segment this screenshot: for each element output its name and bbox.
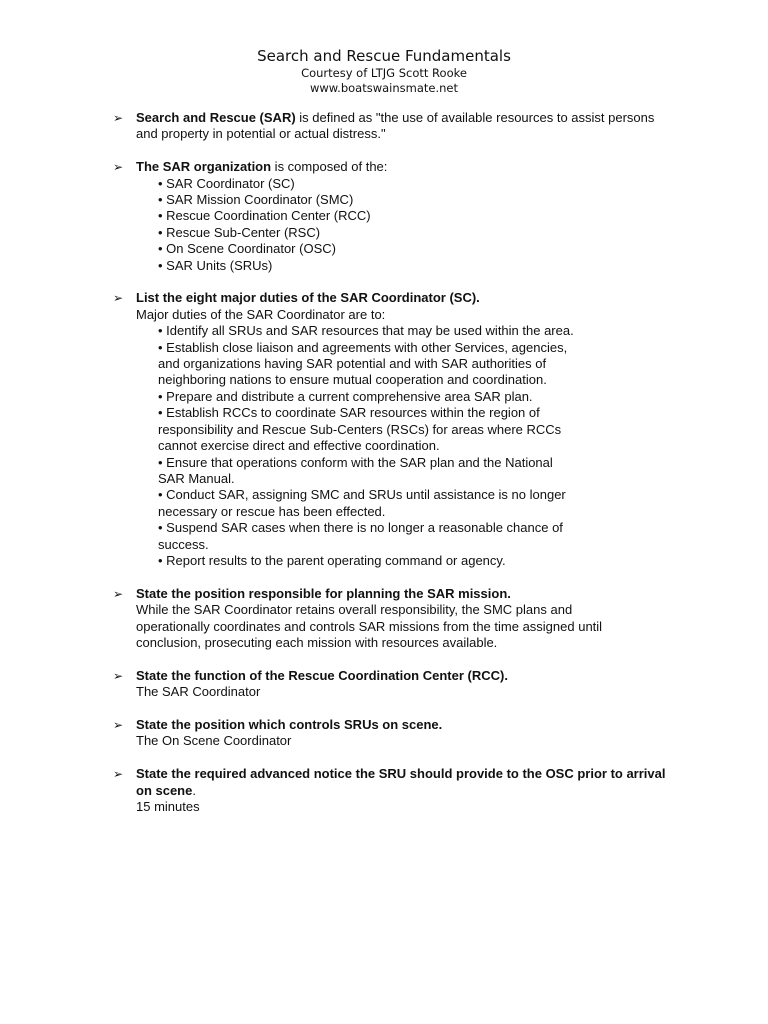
sub-list [136, 323, 578, 569]
answer-text: 15 minutes [136, 798, 200, 814]
list-item [113, 717, 673, 750]
answer-text: The SAR Coordinator [136, 684, 261, 700]
answer-text: While the SAR Coordinator retains overall responsibility, the SMC plans and operationally coordinates and controls SAR missions from the time assigned until conclusion, prosecuting each mission with resources available. [136, 602, 603, 650]
sub-list-item: • SAR Units (SRUs) [158, 257, 273, 273]
item-text: is composed of the: [271, 159, 388, 175]
sub-list-item: • Rescue Coordination Center (RCC) [158, 208, 371, 224]
arrow-bullet-icon: ➢ [113, 717, 124, 732]
arrow-bullet-icon: ➢ [113, 111, 124, 125]
question-text: State the required advanced notice the SRU should provide to the OSC prior to arrival on scene [136, 766, 666, 798]
sub-list-item: • Conduct SAR, assigning SMC and SRUs until assistance is no longer necessary or rescue has been effected. [158, 487, 566, 519]
sub-list-item: • Identify all SRUs and SAR resources that may be used within the area. [158, 323, 574, 339]
list-item [113, 110, 673, 143]
sub-list-item: • On Scene Coordinator (OSC) [158, 241, 336, 257]
sub-list-item: • SAR Mission Coordinator (SMC) [158, 192, 354, 208]
arrow-bullet-icon: ➢ [113, 160, 124, 175]
item-text: . [192, 782, 196, 798]
sub-list-item: • Establish RCCs to coordinate SAR resources within the region of responsibility and Rescue Sub-Centers (RSCs) for areas where RCCs cannot exercise direct and effective coordination. [158, 405, 562, 454]
sub-list-item: • Suspend SAR cases when there is no longer a reasonable chance of success. [158, 520, 563, 552]
document-body [113, 110, 673, 815]
question-text: List the eight major duties of the SAR Coordinator (SC). [136, 290, 480, 306]
question-text: State the position responsible for planning the SAR mission. [136, 585, 511, 601]
list-item [113, 586, 673, 652]
arrow-bullet-icon: ➢ [113, 586, 124, 601]
list-item [113, 668, 673, 701]
item-text: is defined as "the use of available resources to assist persons and property in potential or actual distress." [136, 110, 655, 142]
sub-list-item: • Rescue Sub-Center (RSC) [158, 224, 321, 240]
answer-text: Major duties of the SAR Coordinator are to: [136, 306, 386, 322]
sub-list-item: • Report results to the parent operating command or agency. [158, 552, 506, 568]
sub-list-item: • Establish close liaison and agreements with other Services, agencies, and organizations having SAR potential and with SAR authorities of neighboring nations to ensure mutual cooperation and coordination. [158, 339, 568, 388]
sub-list-item: • SAR Coordinator (SC) [158, 175, 295, 191]
arrow-bullet-icon: ➢ [113, 668, 124, 683]
list-item [113, 159, 673, 274]
website-line: www.boatswainsmate.net [310, 81, 458, 95]
question-text: State the position which controls SRUs on scene. [136, 716, 443, 732]
list-item [113, 766, 673, 815]
sub-list-item: • Prepare and distribute a current comprehensive area SAR plan. [158, 388, 533, 404]
list-item [113, 290, 673, 569]
answer-text: The On Scene Coordinator [136, 733, 292, 749]
sub-list [136, 176, 673, 274]
arrow-bullet-icon: ➢ [113, 767, 124, 782]
question-text: State the function of the Rescue Coordination Center (RCC). [136, 667, 508, 683]
sub-list-item: • Ensure that operations conform with the SAR plan and the National SAR Manual. [158, 454, 553, 486]
courtesy-line: Courtesy of LTJG Scott Rooke [301, 66, 467, 80]
item-term: The SAR organization [136, 159, 272, 175]
document-title: Search and Rescue Fundamentals [257, 47, 511, 65]
arrow-bullet-icon: ➢ [113, 291, 124, 306]
item-term: Search and Rescue (SAR) [136, 110, 296, 125]
